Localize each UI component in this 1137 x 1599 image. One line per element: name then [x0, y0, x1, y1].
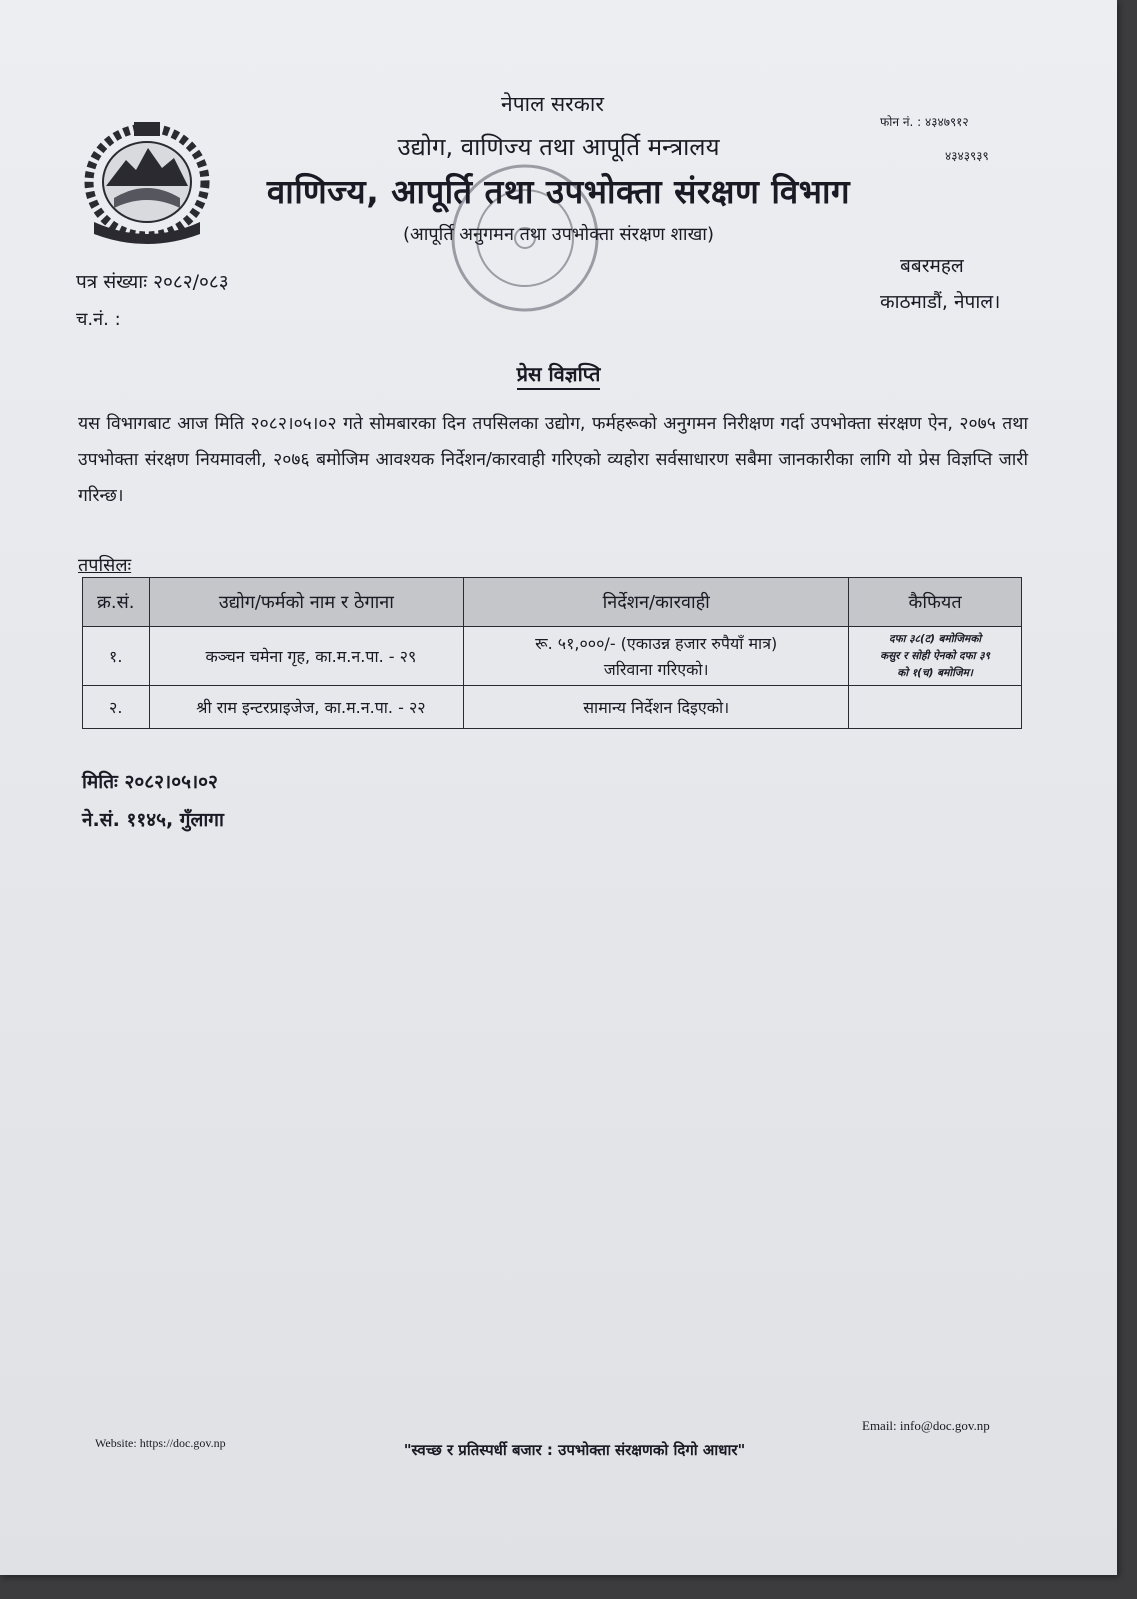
inspection-table	[82, 577, 1022, 729]
row-remark-line: दफा ३८(ट) बमोजिमको	[889, 632, 982, 645]
issue-date: मितिः २०८२।०५।०२	[82, 771, 218, 793]
government-heading: नेपाल सरकार	[501, 92, 604, 116]
header-action: निर्देशन/कारवाही	[464, 578, 849, 627]
row-action: सामान्य निर्देशन दिइएको।	[464, 686, 849, 729]
department-heading: वाणिज्य, आपूर्ति तथा उपभोक्ता संरक्षण विभाग	[266, 172, 851, 211]
table-row	[83, 627, 1022, 686]
header-firm-name: उद्योग/फर्मको नाम र ठेगाना	[149, 578, 464, 627]
row-serial: २.	[83, 686, 150, 729]
row-remark-line: कसुर र सोही ऐनको दफा ३९	[880, 649, 991, 662]
row-action-line: रू. ५१,०००/- (एकाउन्न हजार रुपैयाँ मात्र)	[535, 634, 778, 653]
row-serial: १.	[83, 627, 150, 686]
row-firm-name: कञ्चन चमेना गृह, का.म.न.पा. - २९	[149, 627, 464, 686]
footer-slogan: "स्वच्छ र प्रतिस्पर्धी बजार : उपभोक्ता संरक्षणको दिगो आधार"	[403, 1441, 746, 1459]
header-remarks: कैफियत	[849, 578, 1022, 627]
email-text: Email: info@doc.gov.np	[862, 1418, 990, 1433]
row-remark	[849, 686, 1022, 729]
notice-body: यस विभागबाट आज मिति २०८२।०५।०२ गते सोमबारका दिन तपसिलका उद्योग, फर्महरूको अनुगमन निरीक्षण गर्दा उपभोक्ता संरक्षण ऐन, २०७५ तथा उपभोक्ता संरक्षण नियमावली, २०७६ बमोजिम आवश्यक निर्देशन/कारवाही गरिएको व्यहोरा सर्वसाधारण सबैमा जानकारीका लागि यो प्रेस विज्ञप्ति जारी गरिन्छ।	[78, 414, 1028, 506]
table-row	[83, 686, 1022, 729]
phone-number: फोन नं. : ४३४७९१२	[880, 115, 969, 129]
header-serial: क्र.सं.	[83, 578, 150, 627]
table-header-row	[83, 578, 1022, 627]
address-line-2: काठमाडौं, नेपाल।	[880, 291, 1001, 313]
phone-number-2: ४३४३९३९	[945, 149, 989, 163]
notice-title: प्रेस विज्ञप्ति	[0, 360, 1117, 387]
row-action	[464, 627, 849, 686]
branch-heading: (आपूर्ति अनुगमन तथा उपभोक्ता संरक्षण शाखा)	[403, 224, 714, 245]
address-line-1: बबरमहल	[900, 255, 964, 277]
row-remark-line: को १(च) बमोजिम।	[897, 666, 973, 679]
dispatch-number: च.नं. :	[76, 309, 121, 330]
row-firm-name: श्री राम इन्टरप्राइजेज, का.म.न.पा. - २२	[149, 686, 464, 729]
website-text: Website: https://doc.gov.np	[95, 1436, 226, 1450]
letter-reference: पत्र संख्याः २०८२/०८३	[76, 271, 229, 293]
row-remark	[849, 627, 1022, 686]
row-action-line: जरिवाना गरिएको।	[603, 660, 709, 679]
schedule-label: तपसिलः	[78, 555, 132, 576]
nepal-sambat-date: ने.सं. ११४५, गुँलागा	[82, 809, 224, 831]
ministry-heading: उद्योग, वाणिज्य तथा आपूर्ति मन्त्रालय	[397, 133, 720, 161]
